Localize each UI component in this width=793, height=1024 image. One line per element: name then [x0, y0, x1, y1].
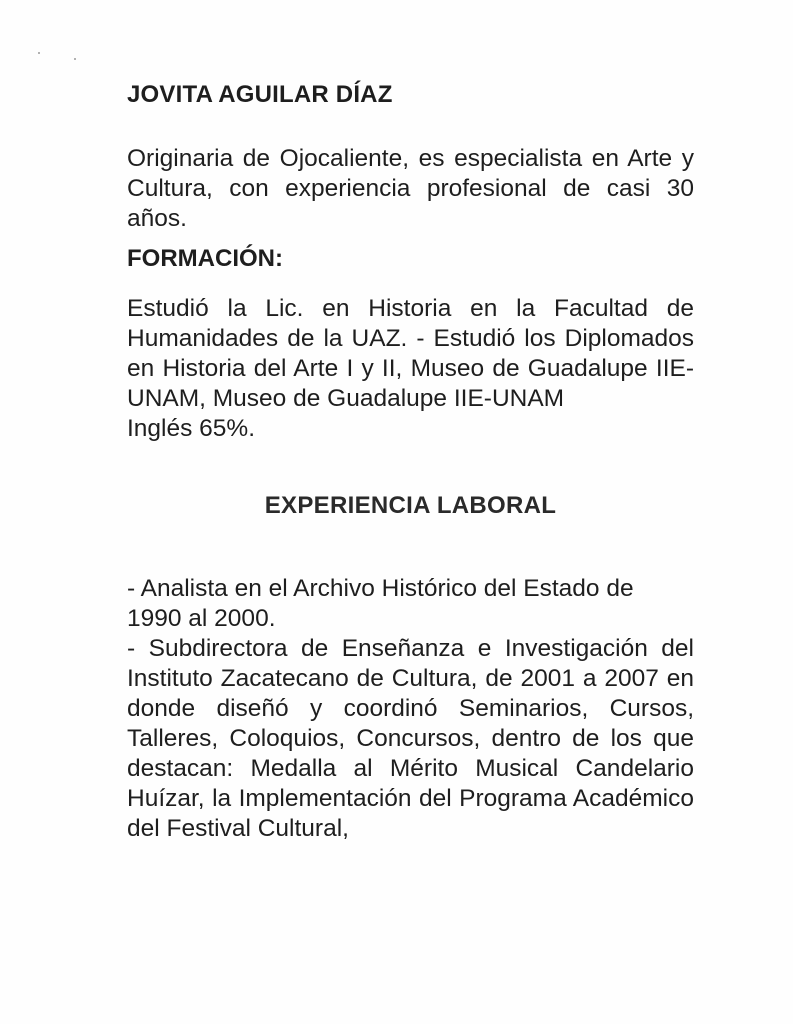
- language-line: Inglés 65%.: [127, 415, 256, 442]
- document-body: [127, 80, 694, 844]
- intro-paragraph: Originaria de Ojocaliente, es especialista en Arte y Cultura, con experiencia profesional de casi 30 años.: [127, 145, 694, 232]
- experience-list: [127, 574, 694, 844]
- experience-item: - Subdirectora de Enseñanza e Investigación del Instituto Zacatecano de Cultura, de 2001 a 2007 en donde diseñó y coordinó Seminarios, Cursos, Talleres, Coloquios, Concursos, dentro de los que destacan: Medalla al Mérito Musical Candelario Huízar, la Implementación del Programa Académico del Festival Cultural,: [127, 635, 694, 842]
- scan-speck: [74, 58, 76, 60]
- person-name: JOVITA AGUILAR DÍAZ: [127, 81, 393, 108]
- scan-speck: [38, 52, 40, 54]
- formacion-text: Estudió la Lic. en Historia en la Facultad de Humanidades de la UAZ. - Estudió los Diplomados en Historia del Arte I y II, Museo de Guadalupe IIE-UNAM, Museo de Guadalupe IIE-UNAM: [127, 295, 694, 412]
- experiencia-heading: EXPERIENCIA LABORAL: [264, 492, 557, 519]
- experience-item: - Analista en el Archivo Histórico del Estado de 1990 al 2000.: [127, 575, 634, 632]
- formacion-paragraph: [127, 294, 694, 444]
- formacion-heading: FORMACIÓN:: [127, 245, 283, 272]
